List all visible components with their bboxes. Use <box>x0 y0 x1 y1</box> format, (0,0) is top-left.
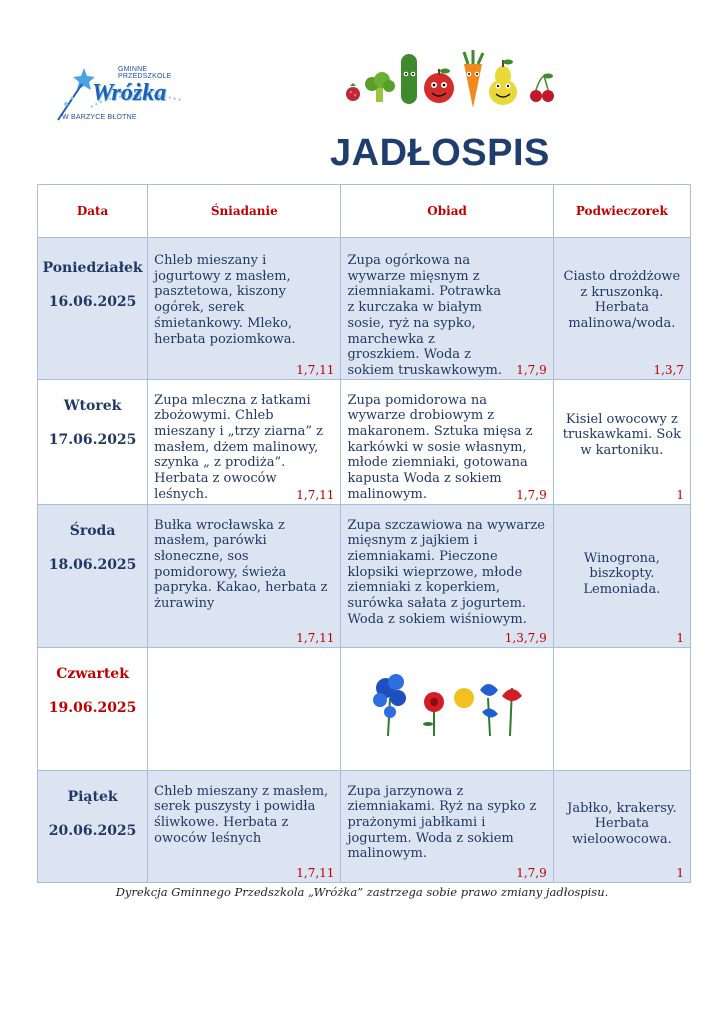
day-date: 18.06.2025 <box>48 556 137 573</box>
allergens: 1,7,11 <box>296 487 335 502</box>
header-breakfast: Śniadanie <box>148 185 341 238</box>
cherries-icon <box>530 74 554 103</box>
broccoli-icon <box>365 72 395 102</box>
breakfast-cell <box>148 647 341 770</box>
lunch-cell <box>341 238 553 380</box>
snack-cell <box>553 647 690 770</box>
allergens: 1 <box>676 630 684 645</box>
header-snack: Podwieczorek <box>553 185 690 238</box>
allergens: 1,7,11 <box>296 362 335 377</box>
table-row <box>38 770 691 882</box>
footer-note: Dyrekcja Gminnego Przedszkola „Wróżka” zastrzega sobie prawo zmiany jadłospisu. <box>115 885 609 899</box>
snack-text: Ciasto drożdżowe z kruszonką. Herbata malinowa/woda. <box>563 269 681 332</box>
day-date: 19.06.2025 <box>48 699 137 716</box>
breakfast-text: Chleb mieszany z masłem, serek puszysty i powidła śliwkowe. Herbata z owoców leśnych <box>154 783 329 846</box>
allergens: 1 <box>676 865 684 880</box>
day-date: 20.06.2025 <box>48 822 137 839</box>
day-name: Wtorek <box>63 397 122 414</box>
allergens: 1,7,9 <box>516 362 547 377</box>
logo-bottom-text: W BARZYCE BŁOTNE <box>62 114 137 121</box>
lunch-text: Zupa ogórkowa na wywarze mięsnym z ziemniakami. Potrawka z kurczaka w białym sosie, ryż na sypko, marchewka z groszkiem. Woda z sokiem truskawkowym. <box>347 253 502 378</box>
day-date: 17.06.2025 <box>48 431 137 448</box>
allergens: 1 <box>676 487 684 502</box>
header-date: Data <box>38 185 148 238</box>
breakfast-cell <box>148 504 341 647</box>
day-name: Czwartek <box>56 665 129 682</box>
sun-icon <box>454 688 474 708</box>
lunch-cell <box>341 770 553 882</box>
lunch-cell <box>341 379 553 504</box>
breakfast-cell <box>148 238 341 380</box>
page-title: JADŁOSPIS <box>330 132 550 174</box>
header-lunch: Obiad <box>341 185 553 238</box>
lunch-text: Zupa pomidorowa na wywarze drobiowym z makaronem. Sztuka mięsa z karkówki w sosie własnym, młode ziemniaki, gotowana kapusta Woda z sokiem malinowym. <box>347 392 533 502</box>
red-flower-icon <box>423 692 444 736</box>
blue-flowers-icon <box>373 674 406 736</box>
allergens: 1,3,7,9 <box>504 630 547 645</box>
day-cell <box>38 647 148 770</box>
allergens: 1,7,9 <box>516 865 547 880</box>
blue-tulips-icon <box>480 684 498 736</box>
snack-cell <box>553 770 690 882</box>
table-row <box>38 647 691 770</box>
snack-text: Kisiel owocowy z truskawkami. Sok w kartoniku. <box>562 411 681 459</box>
lunch-cell <box>341 647 553 770</box>
breakfast-cell <box>148 770 341 882</box>
table-header-row <box>38 185 691 238</box>
logo-top-text: GMINNE PRZEDSZKOLE <box>118 66 172 80</box>
logo-main-text: Wróżka <box>92 80 167 106</box>
fruits-vegetables-illustration <box>340 48 565 110</box>
allergens: 1,7,11 <box>296 865 335 880</box>
table-row <box>38 504 691 647</box>
day-cell <box>38 770 148 882</box>
breakfast-text: Bułka wrocławska z masłem, parówki słoneczne, sos pomidorowy, świeża papryka. Kakao, herbata z żurawiny <box>154 517 328 612</box>
raspberry-icon <box>346 83 360 101</box>
day-date: 16.06.2025 <box>48 294 137 310</box>
snack-cell <box>553 379 690 504</box>
table-row <box>38 238 691 380</box>
lunch-text: Zupa jarzynowa z ziemniakami. Ryż na sypko z prażonymi jabłkami i jogurtem. Woda z sokiem malinowym. <box>347 783 537 862</box>
apple-icon <box>424 69 454 104</box>
day-name: Poniedziałek <box>42 260 143 276</box>
day-name: Środa <box>69 522 116 539</box>
snack-cell <box>553 238 690 380</box>
day-cell <box>38 238 148 380</box>
snack-text: Jabłko, krakersy. Herbata wieloowocowa. <box>567 800 677 848</box>
pear-icon <box>489 60 517 106</box>
lunch-cell <box>341 504 553 647</box>
allergens: 1,7,11 <box>296 630 335 645</box>
day-name: Piątek <box>67 788 118 805</box>
cucumber-icon <box>401 54 417 104</box>
red-tulip-icon <box>502 688 522 736</box>
flowers-illustration <box>372 668 522 738</box>
allergens: 1,3,7 <box>653 362 684 377</box>
breakfast-text: Chleb mieszany i jogurtowy z masłem, pasztetowa, kiszony ogórek, serek śmietankowy. Mleko, herbata poziomkowa. <box>154 253 296 347</box>
table-row <box>38 379 691 504</box>
day-cell <box>38 504 148 647</box>
breakfast-text: Zupa mleczna z łatkami zbożowymi. Chleb mieszany i „trzy ziarna” z masłem, dżem malinowy, szynka „ z prodiża”. Herbata z owoców leśnych. <box>154 392 323 502</box>
kindergarten-logo <box>52 62 192 132</box>
snack-cell <box>553 504 690 647</box>
snack-text: Winogrona, biszkopty. Lemoniada. <box>583 550 661 598</box>
menu-table <box>37 184 691 883</box>
lunch-text: Zupa szczawiowa na wywarze mięsnym z jajkiem i ziemniakami. Pieczone klopsiki wieprzowe, młode ziemniaki z koperkiem, surówka sałata z jogurtem. Woda z sokiem wiśniowym. <box>347 517 545 627</box>
carrot-icon <box>464 50 483 108</box>
allergens: 1,7,9 <box>516 487 547 502</box>
day-cell <box>38 379 148 504</box>
breakfast-cell <box>148 379 341 504</box>
